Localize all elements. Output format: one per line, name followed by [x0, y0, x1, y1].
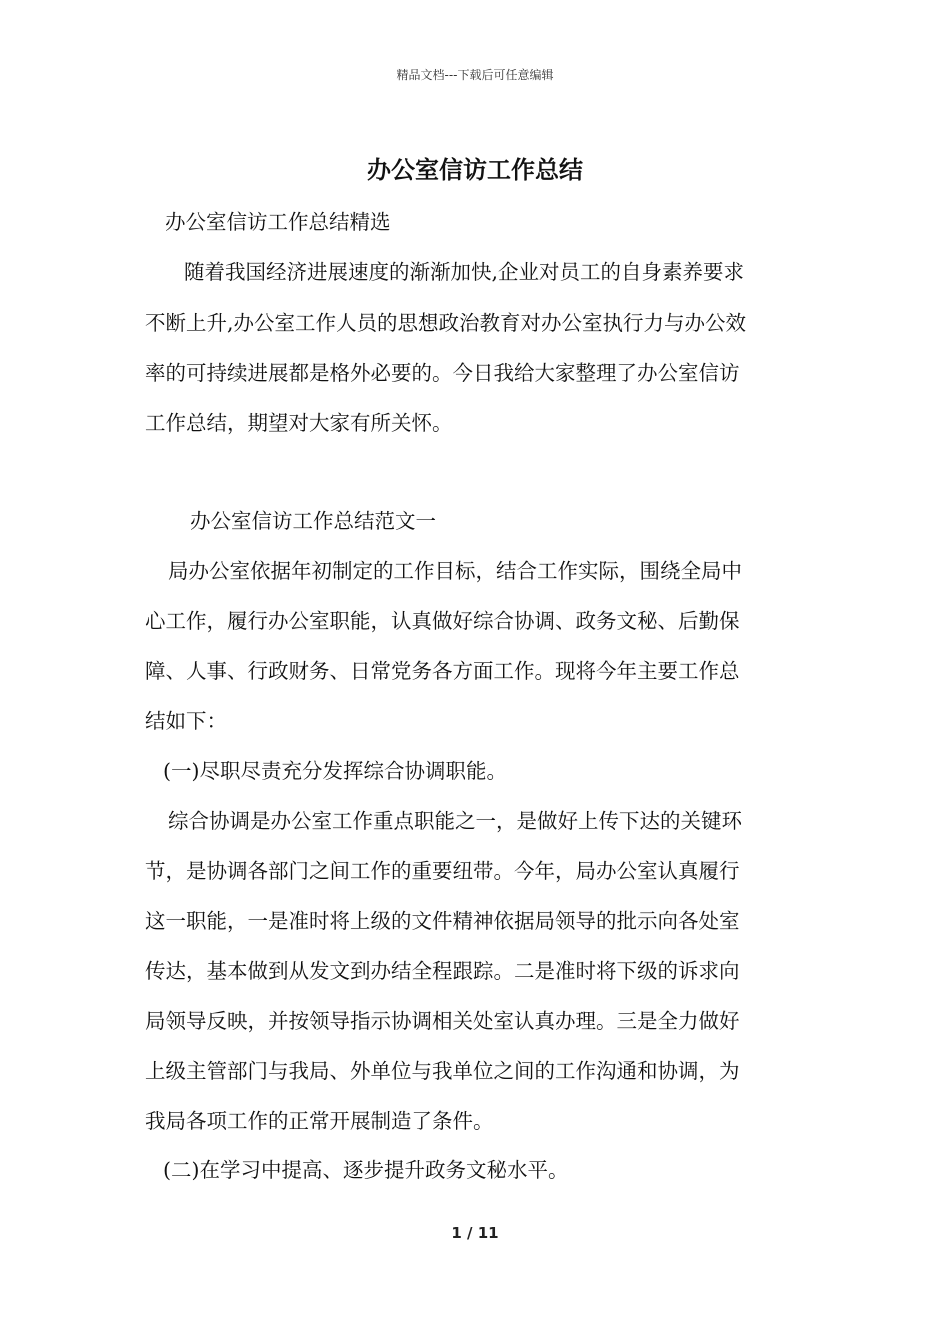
- section-heading: 办公室信访工作总结范文一: [190, 509, 436, 533]
- paragraph-line: 结如下：: [145, 709, 227, 733]
- paragraph-line: 障、人事、行政财务、日常党务各方面工作。现将今年主要工作总: [145, 659, 740, 683]
- header-note: 精品文档---下载后可任意编辑: [396, 68, 554, 82]
- intro-line: 工作总结，期望对大家有所关怀。: [145, 411, 453, 435]
- item-heading: (一)尽职尽责充分发挥综合协调职能。: [163, 759, 507, 783]
- document-title: 办公室信访工作总结: [367, 155, 583, 184]
- paragraph-line: 我局各项工作的正常开展制造了条件。: [145, 1109, 494, 1133]
- intro-line: 随着我国经济进展速度的渐渐加快,企业对员工的自身素养要求: [184, 260, 745, 284]
- intro-line: 率的可持续进展都是格外必要的。今日我给大家整理了办公室信访: [145, 361, 740, 385]
- paragraph-line: 传达，基本做到从发文到办结全程跟踪。二是准时将下级的诉求向: [145, 959, 740, 983]
- paragraph-line: 心工作，履行办公室职能，认真做好综合协调、政务文秘、后勤保: [145, 609, 740, 633]
- paragraph-line: 这一职能，一是准时将上级的文件精神依据局领导的批示向各处室: [145, 909, 740, 933]
- paragraph-line: 上级主管部门与我局、外单位与我单位之间的工作沟通和协调，为: [145, 1059, 740, 1083]
- paragraph-line: 节，是协调各部门之间工作的重要纽带。今年，局办公室认真履行: [145, 859, 740, 883]
- document-subtitle: 办公室信访工作总结精选: [165, 210, 391, 234]
- paragraph-line: 局领导反映，并按领导指示协调相关处室认真办理。三是全力做好: [145, 1009, 740, 1033]
- item-heading: (二)在学习中提高、逐步提升政务文秘水平。: [163, 1158, 569, 1182]
- page-number: 1 / 11: [451, 1224, 499, 1242]
- intro-line: 不断上升,办公室工作人员的思想政治教育对办公室执行力与办公效: [145, 311, 747, 335]
- paragraph-line: 局办公室依据年初制定的工作目标，结合工作实际，围绕全局中: [168, 559, 742, 583]
- paragraph-line: 综合协调是办公室工作重点职能之一，是做好上传下达的关键环: [168, 809, 742, 833]
